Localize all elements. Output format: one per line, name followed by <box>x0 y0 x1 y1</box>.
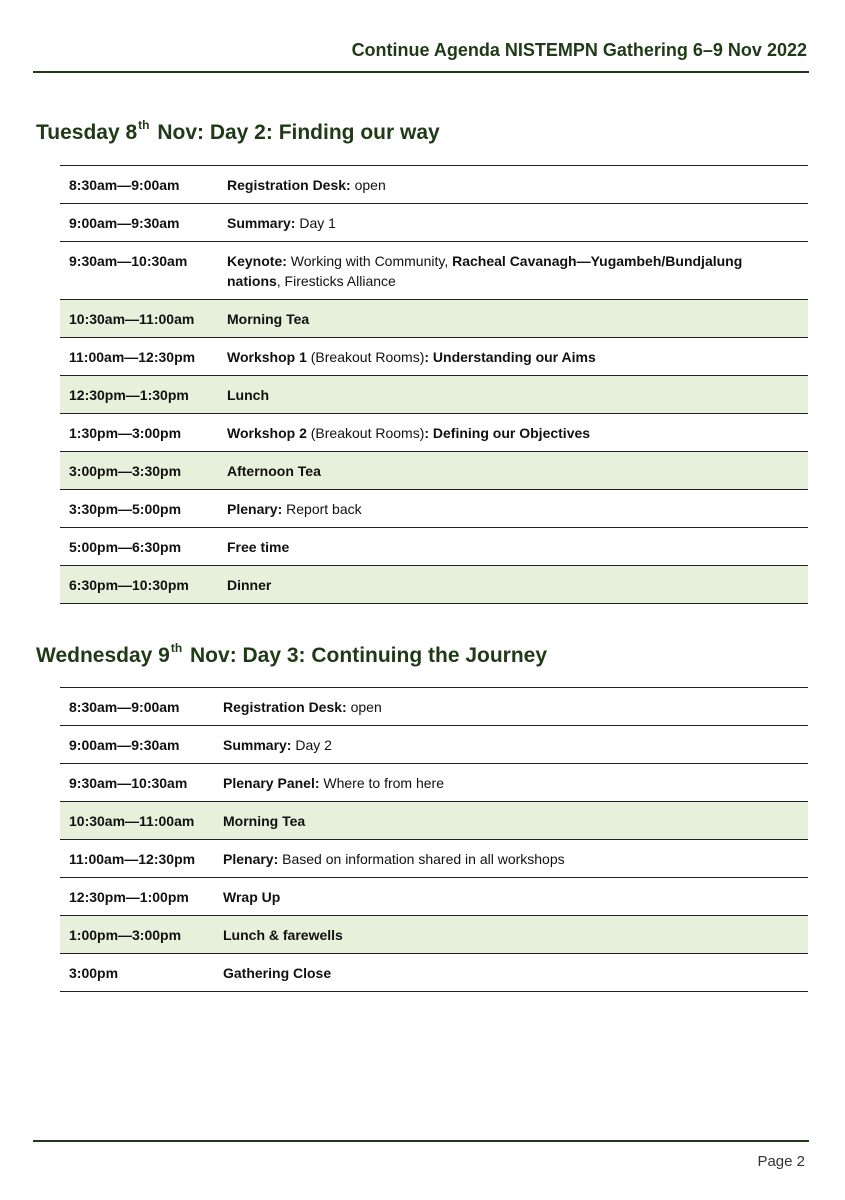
agenda-row <box>60 338 808 376</box>
agenda-description <box>227 309 808 329</box>
agenda-item-title: Morning Tea <box>227 311 310 327</box>
agenda-item-detail: open <box>350 177 386 193</box>
agenda-time: 3:00pm <box>69 965 119 981</box>
agenda-time: 8:30am—9:00am <box>69 177 180 193</box>
agenda-row <box>60 204 808 242</box>
agenda-item-detail-extra: , Firesticks Alliance <box>276 273 396 289</box>
agenda-time: 5:00pm—6:30pm <box>69 539 182 555</box>
agenda-description <box>223 849 808 869</box>
agenda-time: 12:30pm—1:30pm <box>69 387 189 403</box>
header-divider <box>33 71 809 73</box>
agenda-time: 6:30pm—10:30pm <box>69 577 189 593</box>
agenda-item-title: Plenary: <box>227 501 283 517</box>
agenda-row <box>60 376 808 414</box>
agenda-row <box>60 300 808 338</box>
day-2-heading-pre: Tuesday 8 <box>36 121 138 144</box>
day-3-heading-sup: th <box>170 641 183 655</box>
agenda-description <box>227 251 808 291</box>
agenda-item-title: Workshop 2 <box>227 425 307 441</box>
agenda-description <box>223 773 808 793</box>
agenda-time: 10:30am—11:00am <box>69 311 195 327</box>
agenda-description <box>223 811 808 831</box>
agenda-item-title: Afternoon Tea <box>227 463 321 479</box>
agenda-item-title: Gathering Close <box>223 965 332 981</box>
agenda-item-detail: Where to from here <box>319 775 444 791</box>
agenda-time: 1:00pm—3:00pm <box>69 927 182 943</box>
agenda-description <box>223 735 808 755</box>
agenda-row <box>60 452 808 490</box>
day-2-agenda-table <box>60 165 808 604</box>
agenda-description <box>227 461 808 481</box>
agenda-row <box>60 764 808 802</box>
agenda-description <box>227 575 808 595</box>
agenda-time: 9:30am—10:30am <box>69 775 188 791</box>
agenda-item-title: Lunch & farewells <box>223 927 343 943</box>
agenda-item-highlight: : Defining our Objectives <box>424 425 591 441</box>
agenda-time: 11:00am—12:30pm <box>69 349 196 365</box>
agenda-description <box>227 347 808 367</box>
agenda-item-detail: Based on information shared in all workshops <box>278 851 565 867</box>
agenda-time: 11:00am—12:30pm <box>69 851 196 867</box>
day-2-heading-sup: th <box>138 118 150 132</box>
agenda-row <box>60 242 808 300</box>
agenda-item-title: Keynote: <box>227 253 287 269</box>
agenda-row <box>60 954 808 992</box>
day-2-heading-post: Nov: Day 2: Finding our way <box>157 121 440 144</box>
agenda-time: 10:30am—11:00am <box>69 813 195 829</box>
agenda-item-detail: Day 2 <box>291 737 332 753</box>
agenda-row <box>60 688 808 726</box>
agenda-time: 3:30pm—5:00pm <box>69 501 182 517</box>
agenda-item-detail: (Breakout Rooms) <box>306 349 425 365</box>
agenda-row <box>60 490 808 528</box>
agenda-time: 1:30pm—3:00pm <box>69 425 182 441</box>
agenda-item-title: Summary: <box>223 737 292 753</box>
agenda-row <box>60 840 808 878</box>
agenda-item-detail: Day 1 <box>295 215 336 231</box>
page-number: Page 2 <box>757 1153 805 1170</box>
agenda-item-title: Plenary: <box>223 851 279 867</box>
agenda-row <box>60 726 808 764</box>
agenda-row <box>60 802 808 840</box>
agenda-description <box>223 963 808 983</box>
day-3-heading-post: Nov: Day 3: Continuing the Journey <box>190 644 548 667</box>
agenda-item-title: Morning Tea <box>223 813 306 829</box>
document-title: Continue Agenda NISTEMPN Gathering 6–9 Nov 2022 <box>351 40 807 60</box>
agenda-time: 8:30am—9:00am <box>69 699 180 715</box>
agenda-item-title: Workshop 1 <box>227 349 307 365</box>
agenda-description <box>223 697 808 717</box>
agenda-description <box>227 499 808 519</box>
agenda-row <box>60 414 808 452</box>
day-3-heading-pre: Wednesday 9 <box>36 644 170 667</box>
agenda-item-title: Registration Desk: <box>223 699 347 715</box>
agenda-description <box>227 423 808 443</box>
agenda-item-detail: Report back <box>282 501 362 517</box>
agenda-item-title: Registration Desk: <box>227 177 351 193</box>
agenda-item-title: Free time <box>227 539 290 555</box>
day-3-heading <box>36 641 547 668</box>
agenda-time: 9:00am—9:30am <box>69 215 180 231</box>
day-2-heading <box>36 118 440 145</box>
agenda-item-detail: open <box>346 699 382 715</box>
agenda-item-title: Plenary Panel: <box>223 775 320 791</box>
agenda-row <box>60 566 808 604</box>
agenda-item-highlight: : Understanding our Aims <box>424 349 596 365</box>
agenda-description <box>227 175 808 195</box>
agenda-description <box>227 213 808 233</box>
agenda-item-detail: Working with Community, <box>286 253 453 269</box>
day-3-agenda-table <box>60 687 808 992</box>
agenda-time: 12:30pm—1:00pm <box>69 889 189 905</box>
agenda-description <box>227 537 808 557</box>
agenda-description <box>223 887 808 907</box>
agenda-row <box>60 166 808 204</box>
agenda-item-highlight: Racheal Cavanagh—Yugambeh/Bundjalung nations <box>227 253 743 289</box>
agenda-time: 9:30am—10:30am <box>69 253 188 269</box>
agenda-row <box>60 878 808 916</box>
agenda-item-title: Summary: <box>227 215 296 231</box>
agenda-description <box>227 385 808 405</box>
agenda-row <box>60 916 808 954</box>
agenda-description <box>223 925 808 945</box>
agenda-item-detail: (Breakout Rooms) <box>306 425 425 441</box>
agenda-item-title: Lunch <box>227 387 269 403</box>
agenda-time: 9:00am—9:30am <box>69 737 180 753</box>
agenda-row <box>60 528 808 566</box>
agenda-item-title: Dinner <box>227 577 272 593</box>
agenda-time: 3:00pm—3:30pm <box>69 463 182 479</box>
agenda-item-title: Wrap Up <box>223 889 281 905</box>
footer-divider <box>33 1140 809 1142</box>
